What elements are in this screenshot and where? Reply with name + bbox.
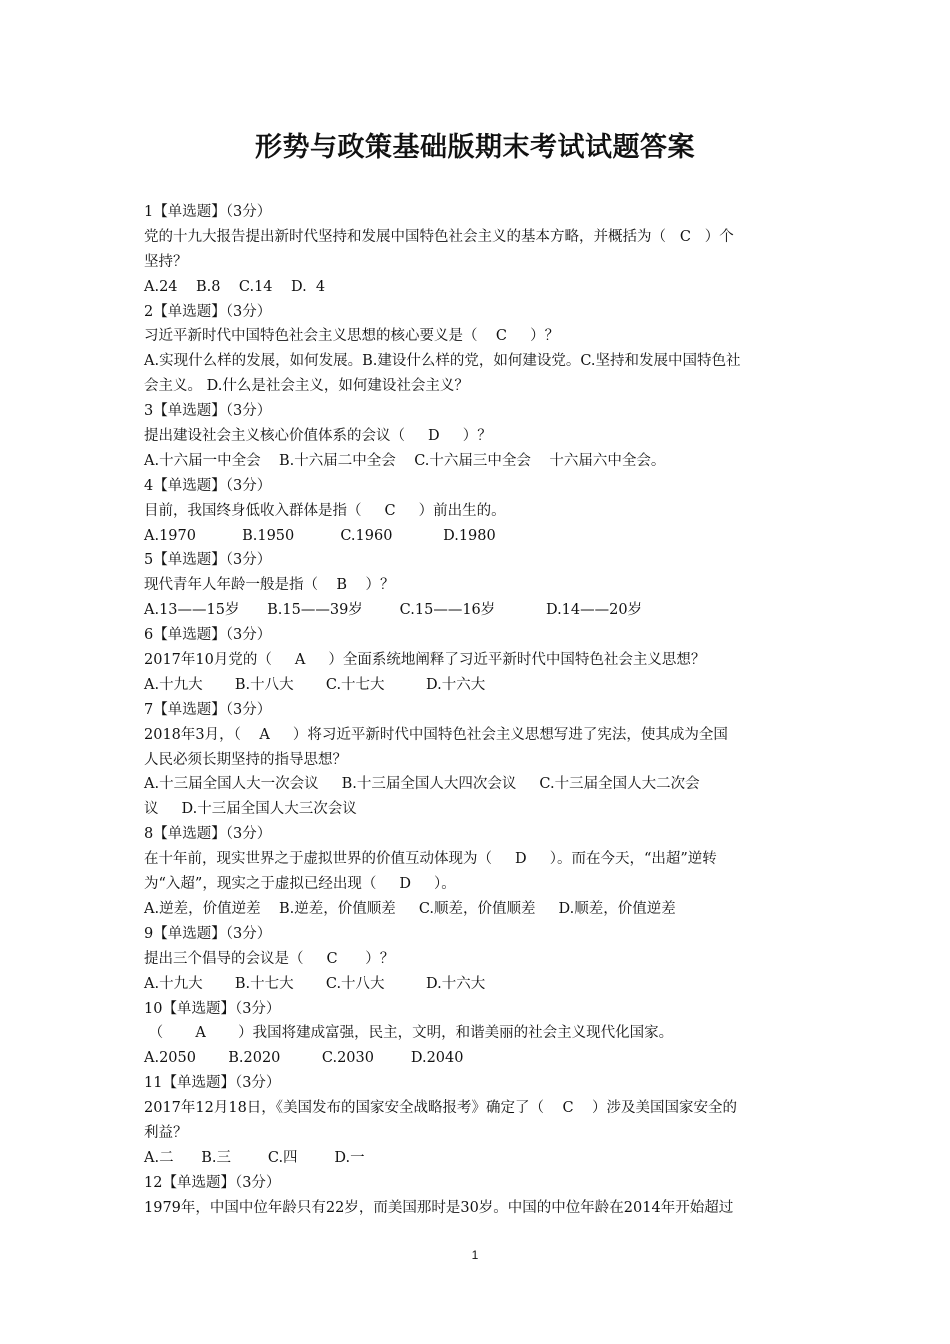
text-line: 人民必须长期坚持的指导思想？ [144,751,347,768]
text-line: 提出三个倡导的会议是（ C ）？ [144,950,395,967]
text-line: 2018年3月，（ A ）将习近平新时代中国特色社会主义思想写进了宪法，使其成为全国 [144,726,728,743]
text-line: 党的十九大报告提出新时代坚持和发展中国特色社会主义的基本方略，并概括为（ C ）个 [144,228,734,245]
text-line: 9【单选题】（3分） [144,925,272,942]
text-line: A.2050 B.2020 C.2030 D.2040 [144,1050,464,1067]
page-title: 形势与政策基础版期末考试试题答案 [255,132,695,163]
text-line: 2017年12月18日，《美国发布的国家安全战略报考》确定了（ C ）涉及美国国家安全的 [144,1100,738,1117]
text-line: 会主义。 D.什么是社会主义，如何建设社会主义？ [144,378,469,395]
text-line: A.实现什么样的发展，如何发展。B.建设什么样的党，如何建设党。C.坚持和发展中国特色社 [144,353,741,370]
text-line: A.逆差，价值逆差 B.逆差，价值顺差 C.顺差，价值顺差 D.顺差，价值逆差 [144,900,676,917]
text-line: 1【单选题】（3分） [144,204,272,220]
text-line: 利益？ [144,1124,188,1141]
text-line: 目前，我国终身低收入群体是指（ C ）前出生的。 [144,502,506,519]
text-line: 现代青年人年龄一般是指（ B ）？ [144,577,395,594]
text-line: 1979年，中国中位年龄只有22岁，而美国那时是30岁。中国的中位年龄在2014年开始超过 [144,1199,734,1216]
text-line: 10【单选题】（3分） [144,1000,281,1017]
text-line: A.十六届一中全会 B.十六届二中全会 C.十六届三中全会 十六届六中全会。 [144,452,666,469]
text-line: 在十年前，现实世界之于虚拟世界的价值互动体现为（ D ）。而在今天，“出超”逆转 [144,851,717,868]
text-line: 习近平新时代中国特色社会主义思想的核心要义是（ C ）？ [144,328,560,345]
text-line: A.十九大 B.十七大 C.十八大 D.十六大 [144,975,486,992]
text-line: 8【单选题】（3分） [144,826,272,843]
text-line: 4【单选题】（3分） [144,477,272,494]
text-line: 3【单选题】（3分） [144,403,272,420]
text-line: 5【单选题】（3分） [144,552,272,569]
text-line: A.二 B.三 C.四 D.一 [144,1149,365,1166]
text-line: A.十三届全国人大一次会议 B.十三届全国人大四次会议 C.十三届全国人大二次会 [144,776,700,793]
document-body [144,200,812,1221]
text-line: （ A ）我国将建成富强，民主，文明，和谐美丽的社会主义现代化国家。 [144,1025,674,1042]
text-line: A.13——15岁 B.15——39岁 C.15——16岁 D.14——20岁 [144,602,643,619]
text-line: A.24 B.8 C.14 D. 4 [144,278,326,295]
text-line: 2【单选题】（3分） [144,303,272,320]
text-line: 12【单选题】（3分） [144,1174,281,1191]
text-line: A.1970 B.1950 C.1960 D.1980 [144,527,496,544]
text-line: 6【单选题】（3分） [144,627,272,644]
page-number: 1 [471,1248,479,1262]
text-line: 坚持？ [144,253,188,270]
text-line: A.十九大 B.十八大 C.十七大 D.十六大 [144,676,486,693]
text-line: 2017年10月党的（ A ）全面系统地阐释了习近平新时代中国特色社会主义思想？ [144,652,706,669]
text-line: 7【单选题】（3分） [144,701,272,718]
text-line: 提出建设社会主义核心价值体系的会议（ D ）？ [144,428,492,445]
text-line: 11【单选题】（3分） [144,1075,281,1092]
text-line: 为“入超”，现实之于虚拟已经出现（ D ）。 [144,876,456,893]
text-line: 议 D.十三届全国人大三次会议 [144,801,357,818]
